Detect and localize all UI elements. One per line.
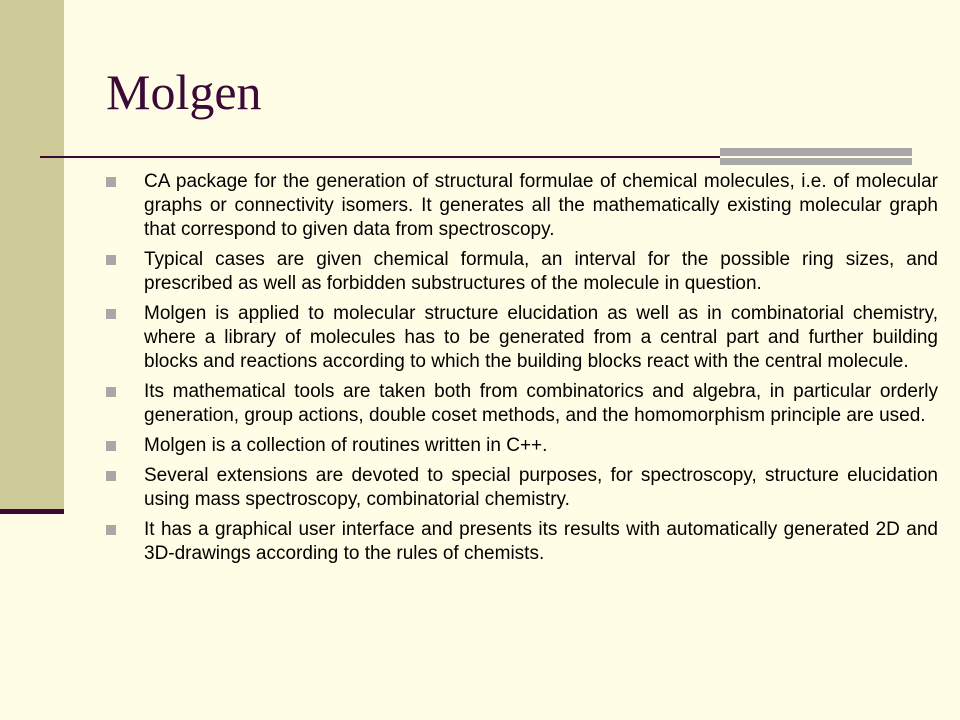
square-bullet-icon — [106, 309, 116, 319]
square-bullet-icon — [106, 441, 116, 451]
bullet-text: Several extensions are devoted to special purposes, for spectroscopy, structure elucidation using mass spectroscopy, combinatorial chemistry. — [144, 465, 938, 510]
square-bullet-icon — [106, 525, 116, 535]
side-decoration-bar — [0, 0, 64, 512]
square-bullet-icon — [106, 177, 116, 187]
square-bullet-icon — [106, 471, 116, 481]
bullet-text: CA package for the generation of structural formulae of chemical molecules, i.e. of molecular graphs or connectivity isomers. It generates all the mathematically existing molecular graph that correspond to given data from spectroscopy. — [144, 171, 938, 240]
side-accent-line — [0, 509, 64, 514]
square-bullet-icon — [106, 387, 116, 397]
bullet-text: It has a graphical user interface and presents its results with automatically generated 2D and 3D-drawings according to the rules of chemists. — [144, 519, 938, 564]
bullet-text: Molgen is applied to molecular structure elucidation as well as in combinatorial chemistry, where a library of molecules has to be generated from a central part and further building blocks and reactions according to which the building blocks react with the central molecule. — [144, 303, 938, 372]
bullet-item — [106, 518, 938, 566]
bullet-item — [106, 248, 938, 296]
bullet-item — [106, 464, 938, 512]
bullet-text: Its mathematical tools are taken both from combinatorics and algebra, in particular orderly generation, group actions, double coset methods, and the homomorphism principle are used. — [144, 381, 938, 426]
bullet-item — [106, 170, 938, 242]
bullet-text: Typical cases are given chemical formula, an interval for the possible ring sizes, and prescribed as well as forbidden substructures of the molecule in question. — [144, 249, 938, 294]
bullet-item — [106, 434, 938, 458]
slide-title: Molgen — [106, 64, 262, 120]
bullet-list — [106, 170, 938, 572]
bullet-item — [106, 302, 938, 374]
bullet-text: Molgen is a collection of routines written in C++. — [144, 435, 548, 456]
title-divider-block — [720, 148, 912, 165]
square-bullet-icon — [106, 255, 116, 265]
bullet-item — [106, 380, 938, 428]
